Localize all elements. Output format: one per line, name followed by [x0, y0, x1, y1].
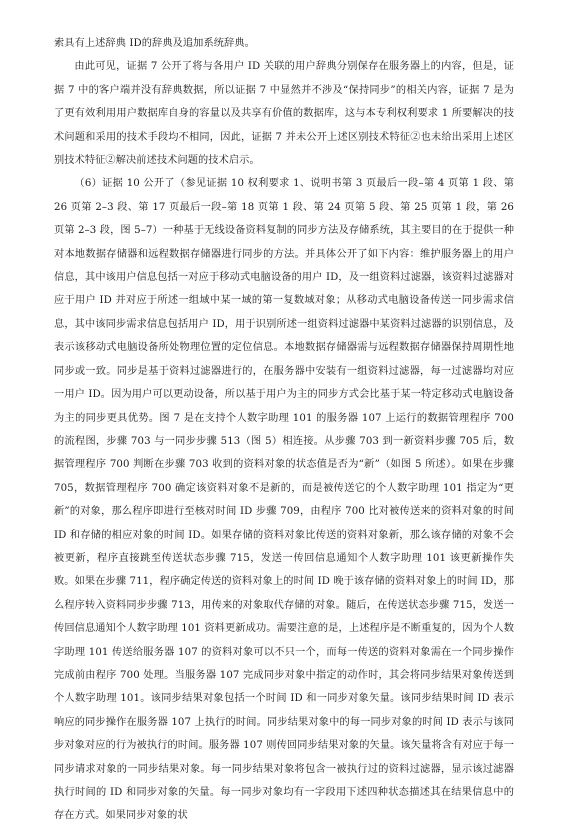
- paragraph-evidence-7-analysis: 由此可见，证据 7 公开了将与各用户 ID 关联的用户辞典分别保存在服务器上的内容，但是，证据 7 中的客户端并没有辞典数据，所以证据 7 中显然并不涉及“保持同步”的相关内容，证据 7 是为了更有效利用用户数据库自身的容量以及共享有价值的数据库，这与本专利权利要求 1 所要解决的技术问题和采用的技术手段均不相同，因此，证据 7 并未公开上述区别技术特征②也未给出采用上述区别技术特征②解决前述技术问题的技术启示。: [54, 61, 514, 167]
- paragraph-evidence-10-disclosure: （6）证据 10 公开了（参见证据 10 权利要求 1、说明书第 3 页最后一段–第 4 页第 1 段、第 26 页第 2–3 段、第 17 页最后一段–第 18 页第 1 段、第 24 页第 5 段、第 25 页第 1 段，第 26 页第 2–3 段，图 5–7）一种基于无线设备资料复制的同步方法及存储系统，其主要目的在于提供一种对本地数据存储器和远程数据存储器进行同步的方法。并具体公开了如下内容：维护服务器上的用户信息，其中该用户信息包括一对应于移动式电脑设备的用户 ID，及一组资料过滤器，该资料过滤器对应于用户 ID 并对应于所述一组域中某一域的第一复数域对象；从移动式电脑设备传送一同步需求信息，其中该同步需求信息包括用户 ID，用于识别所述一组资料过滤器中某资料过滤器的识别信息，及表示该移动式电脑设备所处物理位置的定位信息。本地数据存储器需与远程数据存储器保持周期性地同步或一致。同步是基于资料过滤器进行的，在服务器中安装有一组资料过滤器，每一过滤器均对应一用户 ID。因为用户可以更动设备，所以基于用户为主的同步方式会比基于某一特定移动式电脑设备为主的同步更具优势。图 7 是在支持个人数字助理 101 的服务器 107 上运行的数据管理程序 700 的流程图，步骤 703 与一同步步骤 513（图 5）相连接。从步骤 703 到一新资料步骤 705 后，数据管理程序 700 判断在步骤 703 收到的资料对象的状态值是否为“新”（如图 5 所述）。如果在步骤 705，数据管理程序 700 确定该资料对象不是新的，而是被传送它的个人数字助理 101 指定为“更新”的对象，那么程序即进行至核对时间 ID 步骤 709，由程序 700 比对被传送来的资料对象的时间 ID 和存储的相应对象的时间 ID。如果存储的资料对象比传送的资料对象新，那么该存储的对象不会被更新，程序直接跳至传送状态步骤 715，发送一传回信息通知个人数字助理 101 该更新操作失败。如果在步骤 711，程序确定传送的资料对象上的时间 ID 晚于该存储的资料对象上的时间 ID，那么程序转入资料同步步骤 713，用传来的对象取代存储的对象。随后，在传送状态步骤 715，发送一传回信息通知个人数字助理 101 资料更新成功。需要注意的是，上述程序是不断重复的，因为个人数字助理 101 传送给服务器 107 的资料对象可以不只一个，而每一传送的资料对象需在一个同步操作完成前由程序 700 处理。当服务器 107 完成同步对象中指定的动作时，其会将同步结果对象传送到个人数字助理 101。该同步结果对象包括一个时间 ID 和一同步对象矢量。该同步结果时间 ID 表示响应的同步操作在服务器 107 上执行的时间。同步结果对象中的每一同步对象的时间 ID 表示与该同步对象对应的行为被执行的时间。服务器 107 则传回同步结果对象的矢量。该矢量将含有对应于每一同步请求对象的一同步结果对象。每一同步结果对象将包含一被执行过的资料过滤器，显示该过滤器执行时间的 ID 和同步对象的矢量。每一同步对象均有一字段用下述四种状态描述其在结果信息中的存在方式。如果同步对象的状: [54, 178, 514, 822]
- paragraph-continuation: 索具有上述辞典 ID的辞典及追加系统辞典。: [54, 38, 255, 49]
- document-body: [54, 32, 514, 828]
